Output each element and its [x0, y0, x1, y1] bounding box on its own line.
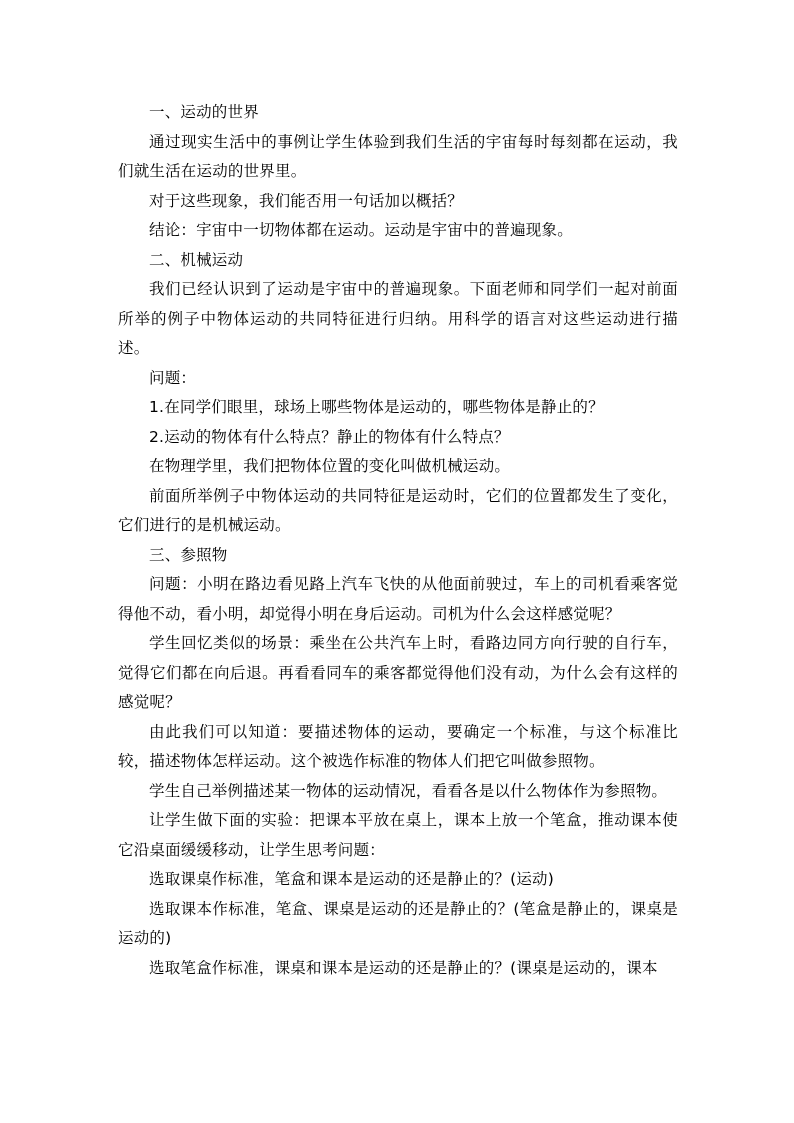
paragraph: 问题：小明在路边看见路上汽车飞快的从他面前驶过，车上的司机看乘客觉得他不动，看小明，却觉得小明在身后运动。司机为什么会这样感觉呢？ [118, 575, 678, 623]
document-body [118, 98, 678, 983]
paragraph: 问题： [149, 368, 197, 387]
paragraph: 选取课桌作标准，笔盒和课本是运动的还是静止的？(运动) [149, 870, 554, 888]
paragraph: 结论：宇宙中一切物体都在运动。运动是宇宙中的普遍现象。 [149, 221, 573, 239]
paragraph: 在物理学里，我们把物体位置的变化叫做机械运动。 [149, 457, 511, 475]
section-heading-mechanical-motion: 二、机械运动 [149, 250, 244, 269]
paragraph: 前面所举例子中物体运动的共同特征是运动时，它们的位置都发生了变化，它们进行的是机械运动。 [118, 486, 678, 534]
paragraph: 学生回忆类似的场景：乘坐在公共汽车上时，看路边同方向行驶的自行车，觉得它们都在向后退。再看看同车的乘客都觉得他们没有动，为什么会有这样的感觉呢？ [118, 634, 678, 711]
paragraph: 对于这些现象，我们能否用一句话加以概括？ [149, 191, 464, 210]
paragraph: 通过现实生活中的事例让学生体验到我们生活的宇宙每时每刻都在运动，我们就生活在运动的世界里。 [118, 132, 678, 180]
question-item: 1.在同学们眼里，球场上哪些物体是运动的，哪些物体是静止的？ [149, 398, 604, 416]
paragraph: 让学生做下面的实验：把课本平放在桌上，课本上放一个笔盒，推动课本使它沿桌面缓缓移动，让学生思考问题： [118, 811, 678, 859]
section-heading-motion-world: 一、运动的世界 [149, 103, 259, 121]
section-heading-reference-object: 三、参照物 [149, 545, 228, 564]
paragraph: 由此我们可以知道：要描述物体的运动，要确定一个标准，与这个标准比较，描述物体怎样运动。这个被选作标准的物体人们把它叫做参照物。 [118, 722, 678, 770]
paragraph: 我们已经认识到了运动是宇宙中的普遍现象。下面老师和同学们一起对前面所举的例子中物体运动的共同特征进行归纳。用科学的语言对这些运动进行描述。 [118, 280, 678, 357]
paragraph: 学生自己举例描述某一物体的运动情况，看看各是以什么物体作为参照物。 [149, 781, 668, 800]
paragraph: 选取笔盒作标准，课桌和课本是运动的还是静止的？(课桌是运动的，课本 [149, 958, 658, 977]
paragraph: 选取课本作标准，笔盒、课桌是运动的还是静止的？(笔盒是静止的，课桌是运动的) [118, 899, 678, 947]
question-item: 2.运动的物体有什么特点？静止的物体有什么特点？ [149, 427, 510, 446]
